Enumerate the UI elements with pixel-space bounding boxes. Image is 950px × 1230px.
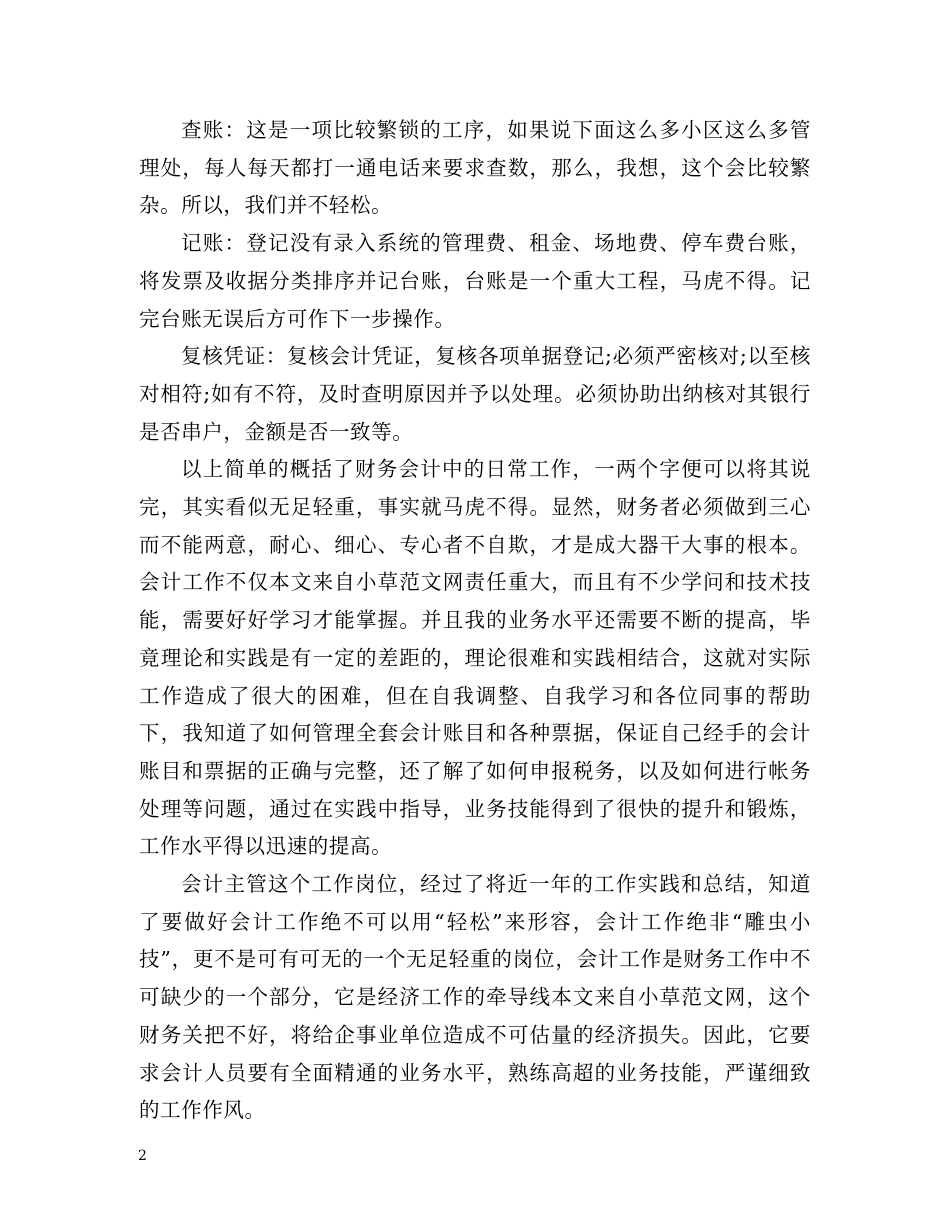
paragraph-accounting-supervisor: 会计主管这个工作岗位，经过了将近一年的工作实践和总结，知道了要做好会计工作绝不可以用“轻松”来形容，会计工作绝非“雕虫小技”，更不是可有可无的一个无足轻重的岗位，会计工作是财务工作中不可缺少的一个部分，它是经济工作的牵导线本文来自小草范文网，这个财务关把不好，将给企事业单位造成不可估量的经济损失。因此，它要求会计人员要有全面精通的业务水平，熟练高超的业务技能，严谨细致的工作作风。 bbox=[139, 872, 811, 1123]
page-number: 2 bbox=[138, 1148, 147, 1164]
paragraph-review-vouchers: 复核凭证：复核会计凭证，复核各项单据登记;必须严密核对;以至核对相符;如有不符，及时查明原因并予以处理。必须协助出纳核对其银行是否串户，金额是否一致等。 bbox=[139, 344, 811, 444]
paragraph-audit: 查账：这是一项比较繁锁的工序，如果说下面这么多小区这么多管理处，每人每天都打一通电话来要求查数，那么，我想，这个会比较繁杂。所以，我们并不轻松。 bbox=[139, 118, 811, 218]
body-text bbox=[139, 112, 811, 1130]
paragraph-bookkeeping: 记账：登记没有录入系统的管理费、租金、场地费、停车费台账，将发票及收据分类排序并记台账，台账是一个重大工程，马虎不得。记完台账无误后方可作下一步操作。 bbox=[139, 231, 811, 331]
paragraph-summary: 以上简单的概括了财务会计中的日常工作，一两个字便可以将其说完，其实看似无足轻重，事实就马虎不得。显然，财务者必须做到三心而不能两意，耐心、细心、专心者不自欺，才是成大器干大事的根本。会计工作不仅本文来自小草范文网责任重大，而且有不少学问和技术技能，需要好好学习才能掌握。并且我的业务水平还需要不断的提高，毕竟理论和实践是有一定的差距的，理论很难和实践相结合，这就对实际工作造成了很大的困难，但在自我调整、自我学习和各位同事的帮助下，我知道了如何管理全套会计账目和各种票据，保证自己经手的会计账目和票据的正确与完整，还了解了如何申报税务，以及如何进行帐务处理等问题，通过在实践中指导，业务技能得到了很快的提升和锻炼，工作水平得以迅速的提高。 bbox=[139, 457, 811, 859]
